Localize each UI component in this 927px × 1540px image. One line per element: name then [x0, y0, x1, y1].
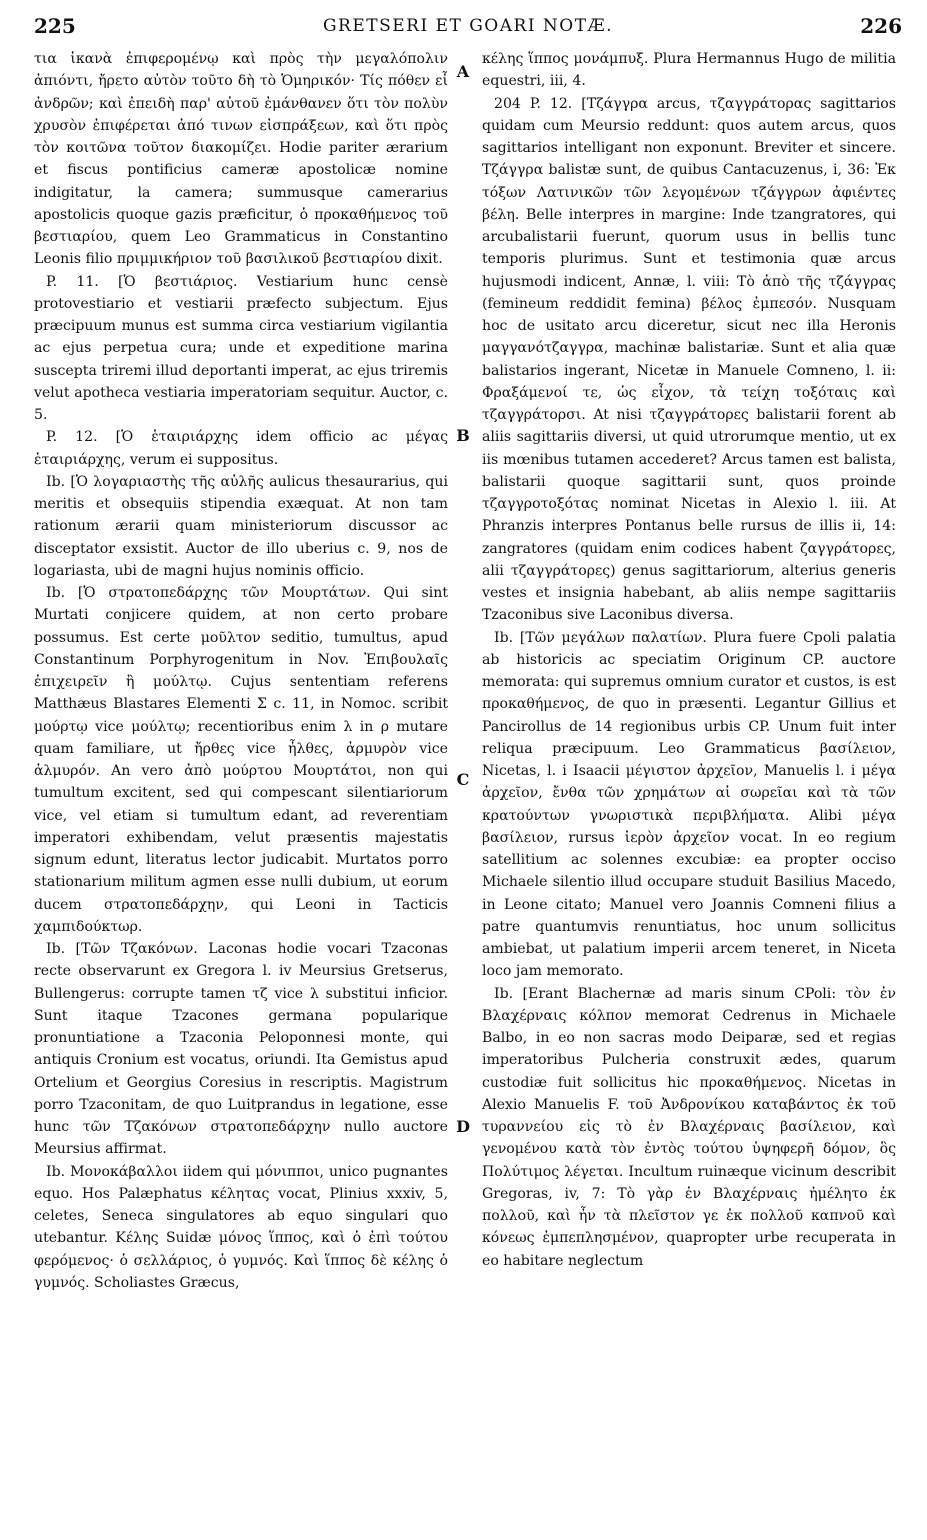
paragraph: κέλης ἵππος μονάμπυξ. Plura Hermannus Hugo de militia equestri, iii, 4.	[482, 51, 896, 90]
paragraph: Ib. [Τῶν Τζακόνων. Laconas hodie vocari Tzaconas recte observarunt ex Gregora l. iv Meursius Gretserus, Bullengerus: corrupte tamen τζ vice λ substitui inficior. Sunt itaque Tzacones germana popularique pronuntiatione a Tzaconia Peloponnesi monte, qui antiquis Cronium est vocatus, oriundi. Ita Gemistus apud Ortelium et Georgius Coresius in rescriptis. Magistrum porro Tzaconitam, de quo Luitprandus in legatione, esse hunc τῶν Τζακόνων στρατοπεδάρχην nullo auctore Meursius affirmat.	[34, 941, 448, 1158]
paragraph: P. 12. [Ὁ ἑταιριάρχης idem officio ac μέγας ἑταιριάρχης, verum ei suppositus.	[34, 429, 448, 468]
paragraph: P. 11. [Ὁ βεστιάριος. Vestiarium hunc censè protovestiario et vestiarii præfecto subjectum. Ejus præcipuum munus est summa circa vestiarium vigilantia ac ejus perpetua cura; unde et expeditione marina suscepta triremi illud deportanti imperat, ac ejus triremis velut apotheca vestiaria imperatoriam sequitur. Auctor, c. 5.	[34, 273, 448, 423]
paragraph: 204 P. 12. [Τζάγγρα arcus, τζαγγράτορας sagittarios quidam cum Meursio reddunt: quos autem arcus, quos sagittarios intelligant non exponunt. Breviter et sincere. Τζάγγρα balistæ sunt, de quibus Cantacuzenus, i, 36: Ἐκ τόξων Λατινικῶν τῶν λεγομένων τζάγγρων ἀφιέντες βέλη. Belle interpres in margine: Inde tzangratores, qui arcubalistarii fuerunt, quorum usus in bellis tunc temporis plurimus. Sunt et testimonia quæ arcus hujusmodi indicent, Annæ, l. viii: Τὸ ἀπὸ τῆς τζάγγρας (femineum reddidit femina) βέλος ἐμπεσόν. Nusquam hoc de usitato arcu diceretur, sicut nec illa Heronis μαγγανότζαγγρα, machinæ balistariæ. Sunt et alia quæ balistarios ingerant, Nicetæ in Manuele Comneno, l. ii: Φραξάμενοί τε, ὡς εἶχον, τὰ τείχη τοξόταις καὶ τζαγγράτορσι. At nisi τζαγγράτορες balistarii forent ab aliis sagittariis diversi, ut quid utrorumque mentio, ut ex iis mœnibus tutamen accederet? Arcus tamen est balista, balistarii quoque sagittarii sunt, quos proinde τζαγγροτοξότας nominat Nicetas in Alexio l. iii. At Phranzis interpres Pontanus belle rursus de illis ii, 14: zangratores (quidam enim codices habent ζαγγράτορες, alii τζαγγράτορες) genus sagittariorum, alterius generis vestes et insignia habebant, ab aliis nempe sagittariis Tzaconibus sive Laconibus diversa.	[482, 95, 896, 624]
margin-letter-a: A	[456, 62, 470, 81]
page-number-right: 226	[860, 14, 902, 38]
margin-letter-d: D	[456, 1117, 470, 1136]
left-column	[34, 48, 448, 1294]
page-header	[34, 14, 902, 40]
paragraph: Ib. [Ὁ στρατοπεδάρχης τῶν Μουρτάτων. Qui sint Murtati conjicere quidem, at non certo probare possumus. Est certe μοῦλτον seditio, tumultus, apud Constantinum Porphyrogenitum in Nov. Ἐπιβουλαῖς ἐπιχειρεῖν ἢ μούλτῳ. Cujus sententiam referens Matthæus Blastares Elementi Σ c. 11, in Nomoc. scribit μούρτῳ vice μούλτῳ; recentioribus enim λ in ρ mutare quam familiare, ut ἤρθες vice ἦλθες, ἀρμυρὸν vice ἁλμυρόν. An vero ἀπὸ μούρτου Μουρτάτοι, non qui tumultum excitent, sed qui compescant silentiariorum vice, vel etiam si tumultum edant, ad reverentiam imperatori exhibendam, velut præsentis majestatis signum edunt, literatus lector judicabit. Murtatos porro stationarium militum agmen esse nulli dubium, ut eorum ducem στρατοπεδάρχην, qui Leoni in Tacticis χαμπιδούκτωρ.	[34, 585, 448, 935]
right-column	[482, 48, 896, 1272]
page-number-left: 225	[34, 14, 76, 38]
paragraph: Ib. [Ὁ λογαριαστὴς τῆς αὐλῆς aulicus thesaurarius, qui meritis et obsequiis stipendia exæquat. At non tam rationum ærarii quam ministeriorum discussor ac disceptator exsistit. Auctor de illo uberius c. 9, nos de logariasta, ubi de magni hujus nominis officio.	[34, 473, 448, 579]
paragraph: Ib. [Erant Blachernæ ad maris sinum CPoli: τὸν ἐν Βλαχέρναις κόλπον memorat Cedrenus in Michaele Balbo, in eo non sacras modo Deiparæ, sed et regias imperatoribus Pulcheria construxit ædes, quarum custodiæ fuit sollicitus hic προκαθήμενος. Nicetas in Alexio Manuelis F. τοῦ Ἀνδρονίκου καταβάντος ἐκ τοῦ τυραννείου εἰς τὸ ἐν Βλαχέρναις βασίλειον, καὶ γενομένου κατὰ τὸν ἐντὸς τούτου ὑψηφερῆ δόμον, ὃς Πολύτιμος λέγεται. Incultum ruinæque vicinum describit Gregoras, iv, 7: Τὸ γὰρ ἐν Βλαχέρναις ἠμέλητο ἐκ πολλοῦ, καὶ ἦν τὰ πλεῖστον γε ἐκ πολλοῦ καπνοῦ καὶ κόνεως ἐμπεπλησμένον, quapropter urbe recuperata in eo habitare neglectum	[482, 985, 896, 1269]
margin-letter-b: B	[456, 426, 470, 445]
paragraph: τια ἱκανὰ ἐπιφερομένῳ καὶ πρὸς τὴν μεγαλόπολιν ἀπιόντι, ἤρετο αὐτὸν τοῦτο δὴ τὸ Ὁμηρικόν· Τίς πόθεν εἶ ἀνδρῶν; καὶ ἐπειδὴ παρ' αὐτοῦ ἐμάνθανεν ὅτι τὸν πολὺν χρυσὸν ἐπιφέρεται ἀπό τινων εἰσπράξεων, καὶ ὅτι πρὸς τὸν κοιτῶνα τοῦτον διακομίζει. Hodie pariter ærarium et fiscus pontificius cameræ apostolicæ nomine indigitatur, la camera; summusque camerarius apostolicis quoque gazis præficitur, ὁ προκαθήμενος τοῦ βεστιαρίου, quem Leo Grammaticus in Constantino Leonis filio πριμμικήριον τοῦ βασιλικοῦ βεστιαρίου dixit.	[34, 51, 448, 268]
paragraph: Ib. [Τῶν μεγάλων παλατίων. Plura fuere Cpoli palatia ab historicis ac speciatim Originum CP. auctore memorata: qui supremus omnium curator et custos, is est προκαθήμενος, de quo in præsenti. Legantur Gillius et Pancirollus de 14 regionibus urbis CP. Unum fuit inter reliqua præcipuum. Leo Grammaticus βασίλειον, Nicetas, l. i Isaacii μέγιστον ἀρχεῖον, Manuelis l. i μέγα ἀρχεῖον, ἔνθα τῶν χρημάτων αἱ σωρεῖαι καὶ τὰ τῶν κρατούντων γνωριστικὰ περιβλήματα. Alibi μέγα βασίλειον, rursus ἱερὸν ἀρχεῖον vocat. In eo regium satellitium ac solennes excubiæ: ea propter occiso Michaele silentio illud occupare studuit Basilius Macedo, in Leone citato; Manuel vero Joannis Comneni filius a patre quantumvis renuntiatus, hoc unum sollicitus ambiebat, ut palatium imperii arcem teneret, in Niceta loco jam memorato.	[482, 629, 896, 980]
paragraph: Ib. Μονοκάβαλλοι iidem qui μόνιπποι, unico pugnantes equo. Hos Palæphatus κέλητας vocat, Plinius xxxiv, 5, celetes, Seneca singulatores ab equo singulari quo utebantur. Κέλης Suidæ μόνος ἵππος, καὶ ὁ ἐπὶ τούτου φερόμενος· ὁ σελλάριος, ὁ γυμνός. Καὶ ἵππος δὲ κέλης ὁ γυμνός. Scholiastes Græcus,	[34, 1163, 448, 1291]
margin-letter-c: C	[456, 770, 470, 789]
running-title: GRETSERI ET GOARI NOTÆ.	[322, 16, 614, 36]
